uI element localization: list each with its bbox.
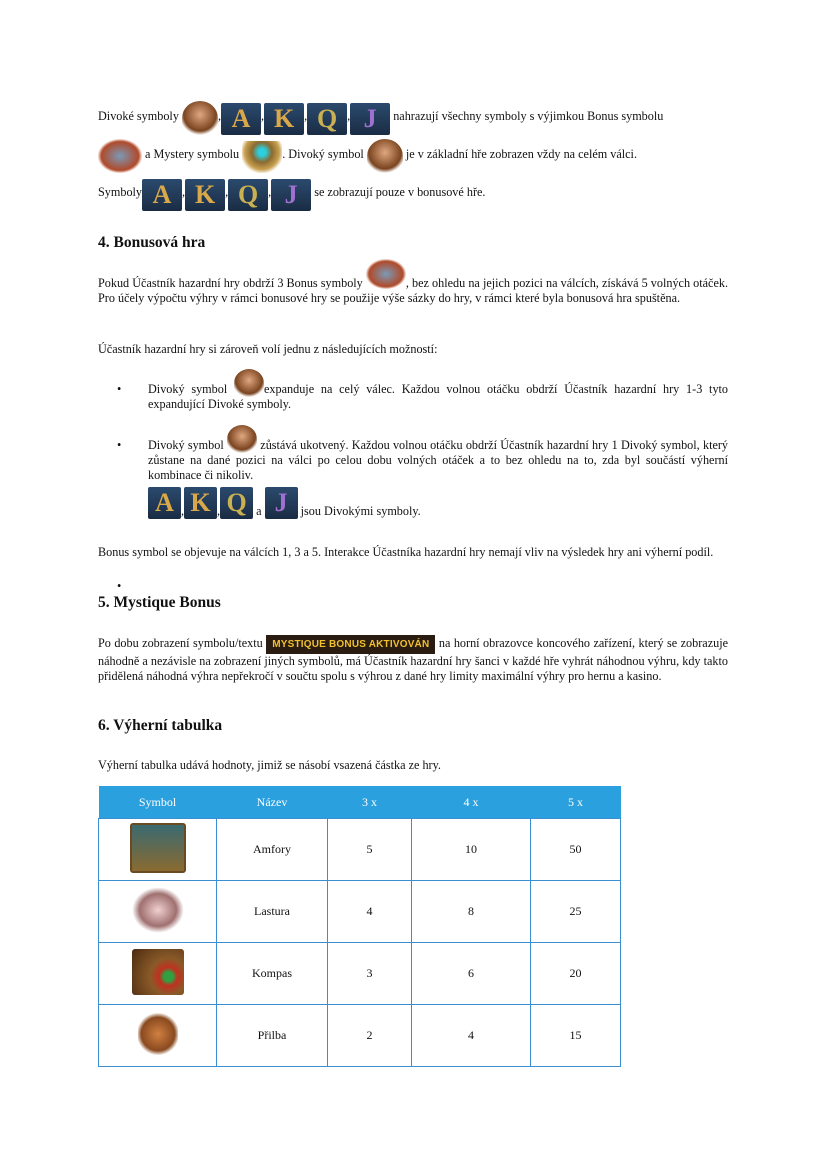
text: a [256, 504, 262, 518]
k-symbol-icon: K [184, 487, 217, 519]
table-row [99, 943, 621, 1005]
wild-symbol-icon [182, 101, 218, 135]
text: . Divoký symbol [282, 147, 364, 161]
column-header: 4 x [412, 786, 531, 819]
q-symbol-icon: Q [220, 487, 253, 519]
wild-symbol-icon [234, 369, 264, 397]
section-heading: 6. Výherní tabulka [98, 717, 223, 734]
name-cell: Lastura [217, 881, 328, 943]
name-cell: Kompas [217, 943, 328, 1005]
text: a Mystery symbolu [145, 147, 240, 161]
j-symbol-icon: J [271, 179, 311, 211]
value-cell: 4 [328, 881, 412, 943]
text: nahrazují všechny symboly s výjimkou Bonus symbolu [393, 109, 664, 123]
value-cell: 20 [531, 943, 621, 1005]
text: jsou Divokými symboly. [300, 504, 421, 518]
j-symbol-icon: J [265, 487, 298, 519]
paragraph [98, 635, 728, 684]
text: Pokud Účastník hazardní hry obdrží 3 Bonus symboly [98, 276, 363, 290]
shell-symbol-icon [132, 887, 184, 933]
text: na horní obrazovce koncového zařízení, který se zobrazuje náhodně a nezávisle na zobrazení jiných symbolů, má Účastník hazardní hry šanci v každé hře vyhrát náhodnou výhru, kdy takto přidělená náhodná výhra nepřekročí v součtu spolu s výhrou z dané hry limity maximální výhry pro hernu a kasino. [98, 636, 729, 683]
list-item [98, 438, 728, 483]
column-header: 5 x [531, 786, 621, 819]
value-cell: 15 [531, 1005, 621, 1067]
mystique-bonus-banner: MYSTIQUE BONUS AKTIVOVÁN [266, 635, 435, 654]
a-symbol-icon: A [221, 103, 261, 135]
symbol-cell [99, 819, 217, 881]
j-symbol-icon: J [350, 103, 390, 135]
column-header: Symbol [99, 786, 217, 819]
value-cell: 10 [412, 819, 531, 881]
table-row [99, 1005, 621, 1067]
paragraph: Účastník hazardní hry si zároveň volí jednu z následujících možností: [98, 342, 438, 356]
bonus-symbol-icon [98, 139, 142, 173]
value-cell: 25 [531, 881, 621, 943]
wild-symbol-icon [367, 139, 403, 173]
list-item [98, 382, 728, 412]
intro-paragraph: Divoké symboly , A , K , Q , J nahrazují všechny symboly s výjimkou Bonus symbolu a Mystery symbolu . Divoký symbol je v základní hře zobrazen vždy na celém válci. Symboly A , K , Q , J se zobrazují pouze v bonusové hře. [98, 97, 728, 211]
amphora-symbol-icon [130, 823, 186, 873]
column-header: Název [217, 786, 328, 819]
value-cell: 8 [412, 881, 531, 943]
text: Po dobu zobrazení symbolu/textu [98, 636, 263, 650]
value-cell: 5 [328, 819, 412, 881]
section-heading: 4. Bonusová hra [98, 234, 206, 251]
text: zůstává ukotvený. Každou volnou otáčku obdrží Účastník hazardní hry 1 Divoký symbol, který zůstane na dané pozici na válci po celou dobu volných otáček a to bez ohledu na to, zda byl součástí výherní kombinace či nikoliv. [148, 438, 729, 482]
text: Symboly [98, 185, 143, 199]
name-cell: Přilba [217, 1005, 328, 1067]
k-symbol-icon: K [264, 103, 304, 135]
symbol-cell [99, 881, 217, 943]
name-cell: Amfory [217, 819, 328, 881]
value-cell: 50 [531, 819, 621, 881]
q-symbol-icon: Q [228, 179, 268, 211]
compass-symbol-icon [132, 949, 184, 995]
list-item [98, 579, 728, 580]
text: , bez ohledu na jejich pozici na válcích, získává 5 volných otáček. Pro účely výpočtu výhry v rámci bonusové hry se použije výše sázky do hry, v rámci které byla bonusová hra spuštěna. [98, 276, 729, 305]
wild-symbol-icon [227, 425, 257, 453]
table-row [99, 819, 621, 881]
bonus-symbol-icon [366, 259, 406, 289]
a-symbol-icon: A [148, 487, 181, 519]
table-header-row [99, 786, 621, 819]
text: Divoký symbol [148, 438, 224, 452]
table-row [99, 881, 621, 943]
text: Divoké symboly [98, 109, 179, 123]
paytable [98, 786, 621, 1067]
a-symbol-icon: A [142, 179, 182, 211]
k-symbol-icon: K [185, 179, 225, 211]
section-heading: 5. Mystique Bonus [98, 594, 221, 611]
text: Divoký symbol [148, 382, 228, 396]
mystery-symbol-icon [242, 141, 282, 173]
value-cell: 6 [412, 943, 531, 1005]
symbol-cell [99, 943, 217, 1005]
paragraph: Výherní tabulka udává hodnoty, jimiž se násobí vsazená částka ze hry. [98, 758, 441, 772]
symbol-cell [99, 1005, 217, 1067]
value-cell: 3 [328, 943, 412, 1005]
text: expanduje na celý válec. Každou volnou otáčku obdrží Účastník hazardní hry 1-3 tyto expandující Divoké symboly. [148, 382, 729, 411]
text: je v základní hře zobrazen vždy na celém válci. [405, 147, 637, 161]
q-symbol-icon: Q [307, 103, 347, 135]
value-cell: 2 [328, 1005, 412, 1067]
wild-letters-line: A , K , Q a J jsou Divokými symboly. [98, 487, 728, 519]
diving-helmet-symbol-icon [138, 1011, 178, 1057]
paragraph [98, 276, 728, 306]
column-header: 3 x [328, 786, 412, 819]
text: se zobrazují pouze v bonusové hře. [314, 185, 486, 199]
value-cell: 4 [412, 1005, 531, 1067]
paragraph: Bonus symbol se objevuje na válcích 1, 3 a 5. Interakce Účastníka hazardní hry nemají vliv na výsledek hry ani výherní podíl. [98, 545, 714, 559]
